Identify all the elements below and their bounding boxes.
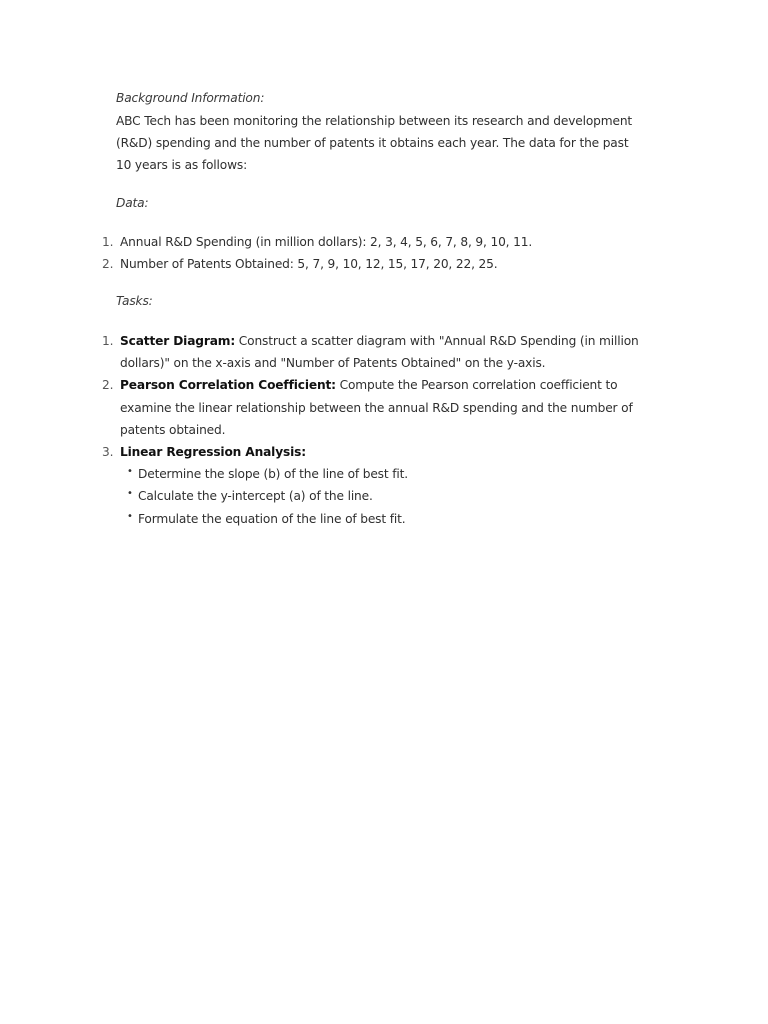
list-number: 2.	[102, 257, 114, 272]
task-text: Compute the Pearson correlation coefficient to	[335, 378, 618, 393]
bullet-icon: •	[127, 510, 133, 522]
regression-sublist	[120, 463, 640, 530]
list-number: 1.	[102, 334, 114, 348]
task-line: patents obtained.	[120, 422, 226, 437]
list-number: 3.	[102, 445, 114, 460]
subitem-text: Formulate the equation of the line of best fit.	[138, 511, 406, 526]
tasks-heading: Tasks:	[116, 294, 153, 308]
background-line-2: (R&D) spending and the number of patents it obtains each year. The data for the past	[116, 136, 629, 151]
task-line	[120, 330, 640, 352]
list-item	[120, 463, 640, 485]
task-scatter-diagram	[0, 330, 640, 374]
task-pearson-correlation	[0, 374, 640, 441]
task-title: Pearson Correlation Coefficient:	[120, 378, 336, 393]
data-item-patents	[0, 253, 640, 275]
task-title: Linear Regression Analysis:	[120, 445, 306, 460]
task-text: Construct a scatter diagram with "Annual R&D Spending (in million	[235, 334, 639, 348]
task-title: Scatter Diagram:	[120, 334, 236, 348]
subitem-text: Calculate the y-intercept (a) of the line.	[138, 489, 373, 504]
task-line	[120, 374, 640, 396]
background-paragraph	[116, 110, 636, 177]
list-item	[120, 508, 640, 530]
background-heading: Background Information:	[116, 91, 265, 105]
data-item-text: Number of Patents Obtained: 5, 7, 9, 10, 12, 15, 17, 20, 22, 25.	[120, 257, 498, 272]
subitem-text: Determine the slope (b) of the line of best fit.	[138, 467, 408, 482]
task-linear-regression	[0, 441, 640, 530]
data-heading: Data:	[116, 196, 149, 210]
bullet-icon: •	[127, 488, 133, 500]
data-list	[0, 231, 640, 275]
data-item-text: Annual R&D Spending (in million dollars): 2, 3, 4, 5, 6, 7, 8, 9, 10, 11.	[120, 235, 533, 249]
data-item-spending	[0, 231, 640, 253]
background-line-3: 10 years is as follows:	[116, 158, 248, 173]
list-number: 2.	[102, 378, 114, 393]
tasks-list	[0, 330, 640, 530]
list-item	[120, 485, 640, 507]
task-line: dollars)" on the x-axis and "Number of Patents Obtained" on the y-axis.	[120, 356, 546, 371]
task-line: examine the linear relationship between the annual R&D spending and the number of	[120, 400, 633, 415]
background-line-1: ABC Tech has been monitoring the relationship between its research and development	[116, 114, 633, 128]
bullet-icon: •	[127, 466, 133, 478]
list-number: 1.	[102, 235, 114, 249]
